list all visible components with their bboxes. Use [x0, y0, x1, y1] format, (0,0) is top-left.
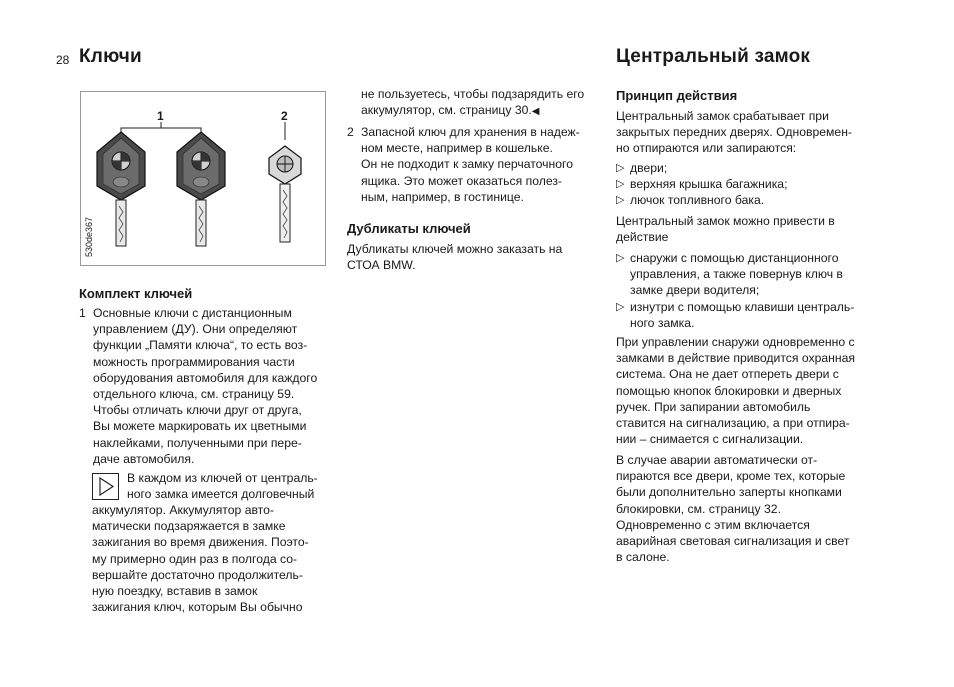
remote-key-icon: [97, 132, 145, 246]
bullet-text: снаружи с помощью дистанционного управления, а также повернув ключ в замке двери водителя;: [630, 251, 843, 298]
activation-text: Центральный замок можно привести в действие: [616, 214, 835, 245]
key-set-heading: Комплект ключей: [79, 286, 193, 301]
list-item: [616, 176, 881, 192]
item-number: 2: [347, 125, 354, 139]
remote-key-icon: [177, 132, 225, 246]
bullet-text: верхняя крышка багажника;: [630, 177, 788, 192]
list-item: [79, 305, 344, 467]
bullet-arrow-icon: ▷: [616, 300, 625, 313]
continued-text-body: не пользуетесь, чтобы подзарядить его аккумулятор, см. страницу 30.: [361, 87, 585, 118]
list-item: [616, 250, 881, 299]
figure-label-2: 2: [281, 109, 288, 123]
continued-text: [361, 86, 611, 120]
figure-code: 530de367: [84, 216, 94, 257]
principle-heading: Принцип действия: [616, 88, 738, 103]
bullet-text: лючок топливного бака.: [630, 193, 765, 208]
bullet-arrow-icon: ▷: [616, 162, 625, 174]
bullet-arrow-icon: ▷: [616, 194, 625, 207]
page-title-central-lock: Центральный замок: [616, 46, 811, 67]
list-item: [347, 124, 607, 205]
item-text: Запасной ключ для хранения в надеж- ном месте, например в кошельке. Он не подходит к замку перчаточного ящика. Это может оказаться полез- ным, например, в гостинице.: [361, 125, 580, 204]
item-text: Основные ключи с дистанционным управлением (ДУ). Они определяют функции „Памяти ключа“, то есть воз- можность программирования части оборудования автомобиля для каждого отдельного ключа, см. страницу 59. Чтобы отличать ключи друг от друга, Вы можете маркировать их цветными наклейками, полученными при пере- даче автомобиля.: [93, 306, 318, 466]
bullet-arrow-icon: ▷: [616, 178, 625, 191]
bullet-text: двери;: [630, 161, 668, 175]
note-box: [92, 473, 119, 500]
page-title-keys: Ключи: [79, 46, 142, 67]
accident-text: В случае аварии автоматически от- пираются все двери, кроме тех, которые были дополнительно заперты кнопками блокировки, см. страницу 32. Одновременно с этим включается аварийная световая сигнализация и свет в салоне.: [616, 453, 850, 565]
end-mark-icon: ◀: [531, 106, 540, 118]
alarm-text: При управлении снаружи одновременно с замками в действие приводится охранная система. Она не дает отпереть двери с помощью кнопок блокировки и дверных ручек. При запирании автомобиль ставится на сигнализацию, а при отпира- нии – снимается с сигнализации.: [616, 335, 855, 447]
item-number: 1: [79, 306, 86, 320]
keys-illustration: [81, 92, 325, 265]
bullet-list-2: [616, 250, 881, 331]
bullet-text: изнутри с помощью клавиши централь- ного замка.: [630, 299, 855, 330]
list-item: [616, 160, 881, 176]
note-text-long: аккумулятор. Аккумулятор авто- матически подзаряжается в замке зажигания во время движения. Поэто- му примерно один раз в полгода со- вершайте достаточно продолжитель- ную поездку, вставив в замок зажигания ключ, которым Вы обычно: [92, 503, 309, 615]
bullet-arrow-icon: ▷: [616, 252, 625, 264]
spare-key-icon: [269, 146, 301, 242]
duplicates-text: Дубликаты ключей можно заказать на СТОА BMW.: [347, 242, 563, 273]
keys-figure: [80, 91, 326, 266]
duplicates-heading: Дубликаты ключей: [347, 221, 471, 236]
figure-label-1: 1: [157, 109, 164, 123]
bullet-list-1: [616, 160, 881, 209]
intro-text: Центральный замок срабатывает при закрытых передних дверях. Одновремен- но отпираются или запираются:: [616, 109, 852, 156]
note-text-short: В каждом из ключей от централь- ного замка имеется долговечный: [127, 471, 318, 502]
page-number: 28: [56, 53, 70, 67]
list-item: [616, 192, 881, 208]
list-item: [616, 299, 881, 331]
play-note-icon: [93, 474, 118, 499]
